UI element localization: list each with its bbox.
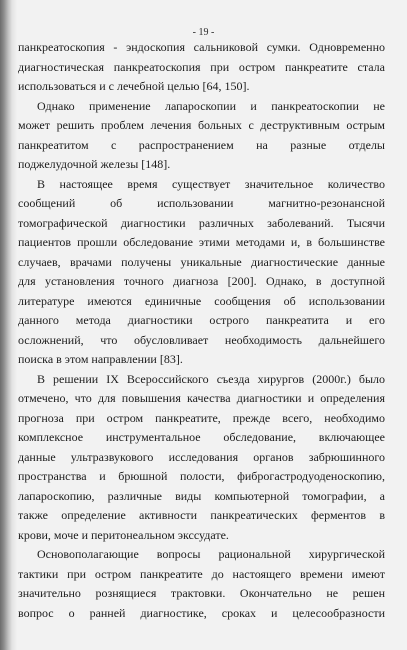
- text-line: осложнений, что обусловливает необходимость дальнейшего: [18, 332, 385, 347]
- text-line: пространства и брюшной полости, фиброгастродуоденоскопию,: [18, 469, 385, 483]
- text-line: панкреатитом с распространением на разные отделы: [18, 137, 385, 152]
- text-line: поиска в этом направлении [83].: [18, 352, 183, 366]
- text-line: В решении IX Всероссийского съезда хирургов (2000г.) было: [37, 371, 385, 386]
- text-line: использоваться и с лечебной целью [64, 150].: [18, 79, 250, 93]
- paragraph: [18, 97, 385, 175]
- text-line: Основополагающие вопросы рациональной хирургической: [37, 547, 385, 561]
- scan-edge-shadow: [0, 0, 18, 650]
- text-line: может решить проблем лечения больных с деструктивным острым: [18, 118, 385, 132]
- text-line: крови, моче и перитонеальном экссудате.: [18, 527, 229, 542]
- text-line: значительно рознящиеся трактовки. Окончательно не решен: [18, 586, 385, 600]
- text-line: случаев, врачами получены уникальные диагностические данные: [18, 254, 385, 269]
- text-line: данные ультразвукового исследования органов забрюшинного: [18, 449, 385, 464]
- text-line: В настоящее время существует значительное количество: [37, 176, 385, 191]
- text-line: также определение активности панкреатических ферментов в: [18, 508, 385, 522]
- paragraph: [18, 545, 385, 623]
- text-line: данного метода диагностики острого панкреатита и его: [18, 313, 385, 327]
- text-line: комплексное инструментальное обследование, включающее: [18, 430, 385, 444]
- text-line: панкреатоскопия - эндоскопия сальниковой сумки. Одновременно: [18, 40, 385, 54]
- text-line: отмечено, что для повышения качества диагностики и определения: [18, 391, 385, 405]
- text-line: пациентов прошли обследование этими методами и, в большинстве: [18, 235, 385, 249]
- paragraph: [18, 38, 385, 97]
- text-line: прогноза при остром панкреатите, прежде всего, необходимо: [18, 410, 385, 425]
- text-line: литературе имеются единичные сообщения об использовании: [18, 293, 385, 308]
- text-line: томографической диагностики различных заболеваний. Тысячи: [18, 215, 385, 230]
- paragraph: [18, 370, 385, 546]
- text-line: сообщений об использовании магнитно-резонансной: [18, 196, 385, 210]
- text-line: для установления точного диагноза [200]. Однако, в доступной: [18, 274, 385, 288]
- text-line: диагностическая панкреатоскопия при остром панкреатите стала: [18, 59, 385, 74]
- text-line: вопрос о ранней диагностике, сроках и целесообразности: [18, 605, 385, 620]
- text-line: лапароскопию, различные виды компьютерной томографии, а: [18, 488, 385, 503]
- body-text: [18, 38, 385, 623]
- page-number: - 19 -: [192, 27, 215, 38]
- text-line: поджелудочной железы [148].: [18, 157, 171, 171]
- text-line: тактики при остром панкреатите до настоящего времени имеют: [18, 566, 385, 581]
- text-line: Однако применение лапароскопии и панкреатоскопии не: [37, 98, 385, 113]
- paragraph: [18, 175, 385, 370]
